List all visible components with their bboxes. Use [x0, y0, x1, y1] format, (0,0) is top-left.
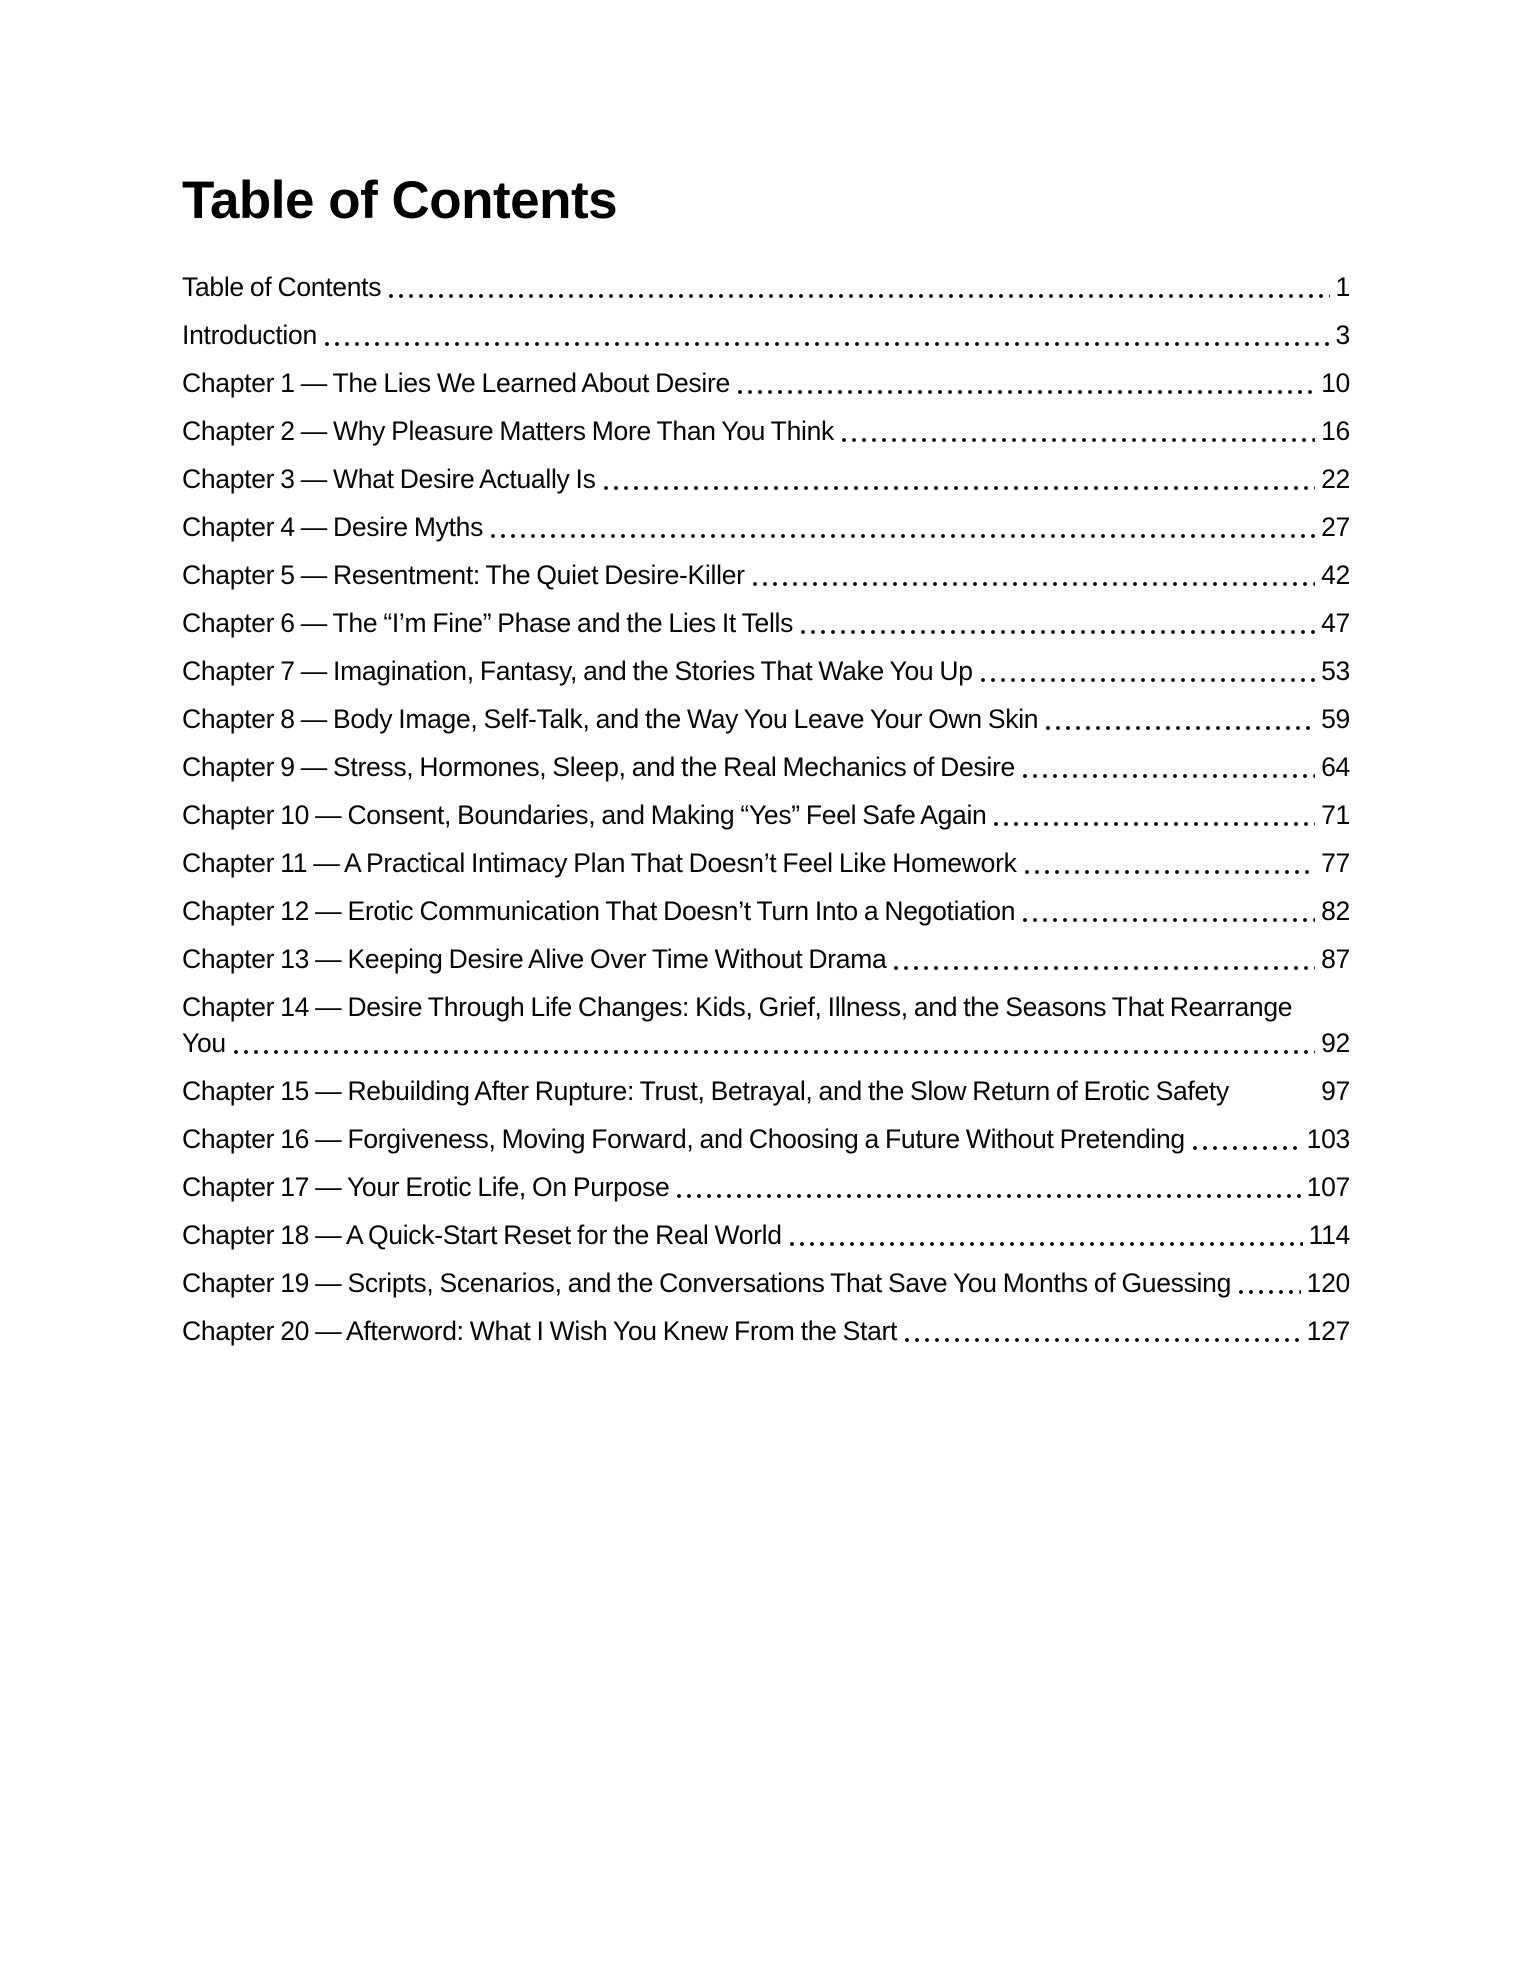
toc-entry-title: Chapter 9 — Stress, Hormones, Sleep, and the Real Mechanics of Desire [182, 752, 1015, 782]
toc-entry-line [182, 797, 1350, 833]
toc-entry-line [182, 509, 1350, 545]
toc-entry[interactable] [182, 749, 1350, 785]
toc-entry[interactable] [182, 605, 1350, 641]
toc-entry-title: Chapter 6 — The “I’m Fine” Phase and the Lies It Tells [182, 608, 794, 638]
toc-entry-line [182, 1169, 1350, 1205]
toc-entry-line [182, 1313, 1350, 1349]
toc-entry-title: Chapter 8 — Body Image, Self-Talk, and the Way You Leave Your Own Skin [182, 704, 1039, 734]
toc-page-number: 1 [1335, 272, 1350, 302]
toc-leader-dots [388, 293, 1329, 299]
toc-page-number: 120 [1306, 1268, 1350, 1298]
toc-entry-title: Chapter 3 — What Desire Actually Is [182, 464, 596, 494]
toc-page-number: 22 [1321, 464, 1350, 494]
toc-entry[interactable] [182, 509, 1350, 545]
toc-entry-line [182, 701, 1350, 737]
toc-page-number: 87 [1321, 944, 1350, 974]
toc-entry-title: Chapter 15 — Rebuilding After Rupture: Trust, Betrayal, and the Slow Return of Erotic Safety [182, 1076, 1229, 1106]
toc-leader-dots [800, 629, 1315, 635]
toc-page-number: 16 [1321, 416, 1350, 446]
toc-entry-title: Chapter 16 — Forgiveness, Moving Forward, and Choosing a Future Without Pretending [182, 1124, 1185, 1154]
toc-page-number: 103 [1306, 1124, 1350, 1154]
toc-leader-dots [752, 581, 1315, 587]
toc-entry[interactable] [182, 1169, 1350, 1205]
toc-leader-dots [993, 821, 1315, 827]
toc-entry-title: Chapter 5 — Resentment: The Quiet Desire-Killer [182, 560, 745, 590]
toc-entry-title: Chapter 1 — The Lies We Learned About Desire [182, 368, 730, 398]
toc-entry[interactable] [182, 413, 1350, 449]
toc-entry-title: Chapter 11 — A Practical Intimacy Plan That Doesn’t Feel Like Homework [182, 848, 1017, 878]
toc-leader-dots [603, 485, 1316, 491]
toc-entry[interactable] [182, 1265, 1350, 1301]
toc-entry-title: Chapter 2 — Why Pleasure Matters More Than You Think [182, 416, 834, 446]
toc-entry[interactable] [182, 653, 1350, 689]
toc-entry-line [182, 1265, 1350, 1301]
toc-entry[interactable] [182, 1313, 1350, 1349]
toc-entry-line [182, 365, 1350, 401]
table-of-contents [182, 269, 1350, 1349]
toc-page-number: 3 [1335, 320, 1350, 350]
toc-entry-line [182, 269, 1350, 305]
toc-entry-line [182, 749, 1350, 785]
toc-entry-title: Chapter 4 — Desire Myths [182, 512, 484, 542]
toc-page-number: 107 [1306, 1172, 1350, 1202]
toc-entry-line [182, 413, 1350, 449]
toc-page-number: 77 [1321, 848, 1350, 878]
toc-entry[interactable] [182, 701, 1350, 737]
toc-entry-title: Chapter 19 — Scripts, Scenarios, and the Conversations That Save You Months of Guessing [182, 1268, 1232, 1298]
toc-page-number: 53 [1321, 656, 1350, 686]
toc-entry-title-continued: You [182, 1028, 226, 1058]
toc-entry-title: Chapter 7 — Imagination, Fantasy, and the Stories That Wake You Up [182, 656, 973, 686]
toc-entry-title: Chapter 18 — A Quick-Start Reset for the Real World [182, 1220, 782, 1250]
toc-entry-line [182, 893, 1350, 929]
toc-entry[interactable] [182, 797, 1350, 833]
toc-page-number: 64 [1321, 752, 1350, 782]
toc-entry[interactable] [182, 557, 1350, 593]
toc-entry-title: Chapter 12 — Erotic Communication That Doesn’t Turn Into a Negotiation [182, 896, 1016, 926]
toc-entry[interactable] [182, 269, 1350, 305]
toc-page-number: 10 [1321, 368, 1350, 398]
toc-entry-title: Chapter 14 — Desire Through Life Changes: Kids, Grief, Illness, and the Seasons That Rearrange [182, 992, 1293, 1022]
toc-page-number: 82 [1321, 896, 1350, 926]
toc-leader-dots [490, 533, 1315, 539]
toc-leader-dots [676, 1193, 1300, 1199]
toc-entry-line [182, 317, 1350, 353]
toc-page-number: 71 [1321, 800, 1350, 830]
toc-entry-line [182, 989, 1350, 1025]
toc-entry[interactable] [182, 461, 1350, 497]
page-title: Table of Contents [182, 171, 618, 230]
toc-entry-title: Introduction [182, 320, 317, 350]
toc-entry-line [182, 653, 1350, 689]
toc-entry-line [182, 461, 1350, 497]
toc-entry[interactable] [182, 1121, 1350, 1157]
toc-entry-title: Chapter 13 — Keeping Desire Alive Over Time Without Drama [182, 944, 887, 974]
toc-leader-dots [324, 341, 1330, 347]
toc-leader-dots [980, 677, 1315, 683]
toc-leader-dots [1024, 869, 1316, 875]
toc-page-number: 127 [1306, 1316, 1350, 1346]
toc-page-number: 59 [1321, 704, 1350, 734]
toc-leader-dots [1236, 1097, 1315, 1103]
toc-leader-dots [1192, 1145, 1301, 1151]
toc-leader-dots [1022, 773, 1315, 779]
toc-leader-dots [904, 1337, 1301, 1343]
toc-page-number: 92 [1321, 1028, 1350, 1058]
toc-entry[interactable] [182, 845, 1350, 881]
toc-entry[interactable] [182, 365, 1350, 401]
toc-page-number: 27 [1321, 512, 1350, 542]
toc-page-number: 42 [1321, 560, 1350, 590]
toc-leader-dots [737, 389, 1315, 395]
toc-entry-line [182, 605, 1350, 641]
toc-entry-line [182, 1025, 1350, 1061]
toc-leader-dots [841, 437, 1315, 443]
toc-leader-dots [233, 1049, 1315, 1055]
toc-entry-title: Chapter 20 — Afterword: What I Wish You Knew From the Start [182, 1316, 898, 1346]
toc-entry-line [182, 1121, 1350, 1157]
toc-entry-title: Chapter 17 — Your Erotic Life, On Purpose [182, 1172, 670, 1202]
toc-leader-dots [1238, 1289, 1301, 1295]
toc-entry[interactable] [182, 1073, 1350, 1109]
toc-leader-dots [893, 965, 1315, 971]
toc-entry-line [182, 845, 1350, 881]
toc-page-number: 47 [1321, 608, 1350, 638]
toc-entry-title: Chapter 10 — Consent, Boundaries, and Making “Yes” Feel Safe Again [182, 800, 987, 830]
toc-entry[interactable] [182, 989, 1350, 1061]
toc-entry[interactable] [182, 893, 1350, 929]
toc-entry-title: Table of Contents [182, 272, 382, 302]
toc-entry-line [182, 1073, 1350, 1109]
toc-entry[interactable] [182, 941, 1350, 977]
toc-entry[interactable] [182, 1217, 1350, 1253]
toc-entry-line [182, 557, 1350, 593]
toc-leader-dots [1022, 917, 1315, 923]
toc-page-number: 97 [1321, 1076, 1350, 1106]
toc-page-number: 114 [1308, 1220, 1350, 1250]
toc-entry-line [182, 941, 1350, 977]
toc-entry[interactable] [182, 317, 1350, 353]
toc-entry-line [182, 1217, 1350, 1253]
toc-leader-dots [1045, 725, 1315, 731]
toc-leader-dots [789, 1241, 1303, 1247]
